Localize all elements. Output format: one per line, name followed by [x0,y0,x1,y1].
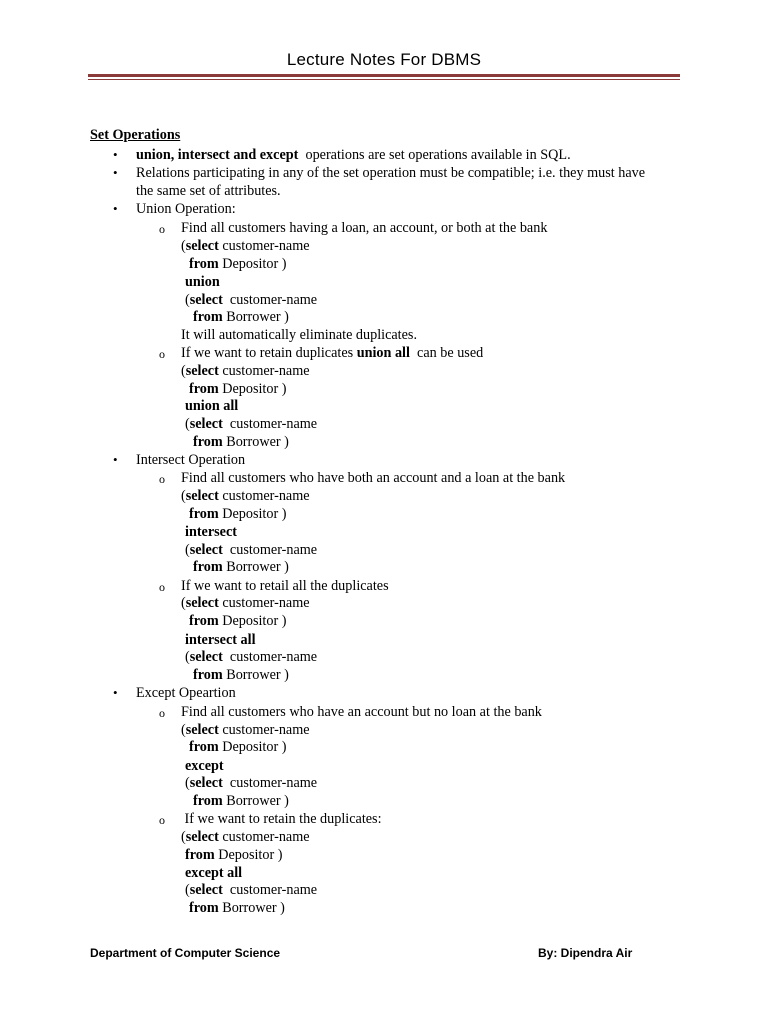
text-line [185,415,317,433]
text-line [185,541,317,559]
keyword-text: select [189,882,223,898]
body-text: customer-name [218,595,310,611]
text-line [181,721,310,739]
keyword-text: from [185,847,215,863]
body-text: Borrower ) [222,667,289,683]
body-text: Depositor ) [218,506,287,522]
keyword-text: from [189,900,219,916]
body-text: Depositor ) [218,256,287,272]
body-text: the same set of attributes. [136,183,281,199]
body-text: Depositor ) [218,613,287,629]
text-line [185,757,224,775]
text-line [181,487,310,505]
body-text: Except Opeartion [136,685,236,701]
body-text: customer-name [222,649,318,665]
text-line [181,219,547,237]
sub-bullet-marker: o [159,472,165,486]
body-text: ( [181,722,186,738]
text-line [181,362,310,380]
keyword-text: from [193,667,223,683]
keyword-text: from [193,309,223,325]
body-text: customer-name [222,542,318,558]
header-rule-thin [88,79,680,80]
keyword-text: intersect all [185,632,256,648]
keyword-text: from [193,434,223,450]
keyword-text: select [185,238,219,254]
text-line [181,469,565,487]
keyword-text: select [189,542,223,558]
bullet-marker: • [113,147,118,162]
body-text: customer-name [222,882,318,898]
text-line [185,631,256,649]
text-line [189,255,286,273]
keyword-text: select [189,416,223,432]
body-text: It will automatically eliminate duplicates. [181,327,417,343]
body-text: Find all customers having a loan, an account, or both at the bank [181,220,548,236]
text-line [185,881,317,899]
sub-bullet-marker: o [159,706,165,720]
text-line [193,792,289,810]
body-text: ( [185,882,190,898]
bullet-marker: • [113,452,118,467]
text-line [136,451,245,469]
keyword-text: select [189,649,223,665]
body-text: Intersect Operation [136,452,246,468]
text-line [189,612,286,630]
text-line [181,828,310,846]
body-text: Depositor ) [214,847,283,863]
bullet-marker: • [113,685,118,700]
body-text: ( [181,488,186,504]
body-text: customer-name [222,775,318,791]
keyword-text: from [193,559,223,575]
sub-bullet-marker: o [159,222,165,236]
body-text: operations are set operations available in SQL. [298,147,571,163]
keyword-text: select [189,292,223,308]
text-line [193,433,289,451]
keyword-text: union all [356,345,410,361]
body-text: Borrower ) [222,559,289,575]
text-line [185,846,282,864]
keyword-text: select [185,829,219,845]
keyword-text: select [185,595,219,611]
body-text: customer-name [222,292,318,308]
body-text: Find all customers who have an account but no loan at the bank [181,704,542,720]
body-text: Borrower ) [222,309,289,325]
body-text: ( [181,595,186,611]
text-line [185,291,317,309]
keyword-text: from [189,739,219,755]
sub-bullet-marker: o [159,813,165,827]
keyword-text: union, intersect and except [136,147,299,163]
text-line [136,684,236,702]
text-line [189,899,285,917]
sub-bullet-marker: o [159,347,165,361]
keyword-text: from [189,613,219,629]
text-line [193,666,289,684]
keyword-text: from [193,793,223,809]
section-heading: Set Operations [90,127,181,143]
keyword-text: from [189,506,219,522]
text-line [136,200,236,218]
body-text: ( [181,363,186,379]
body-text: If we want to retain duplicates [181,345,357,361]
body-text: can be used [409,345,484,361]
text-line [181,703,542,721]
body-text: customer-name [218,722,310,738]
body-text: ( [181,238,186,254]
text-line [181,326,417,344]
text-line [136,182,281,200]
body-text: Borrower ) [222,434,289,450]
body-text: ( [185,416,190,432]
body-text: customer-name [222,416,318,432]
body-text: ( [181,829,186,845]
text-line [185,273,220,291]
body-text: ( [185,775,190,791]
body-text: Borrower ) [222,793,289,809]
keyword-text: union [185,274,220,290]
keyword-text: select [189,775,223,791]
body-text: customer-name [218,488,310,504]
body-text: Borrower ) [218,900,285,916]
body-text: customer-name [218,829,310,845]
body-text: customer-name [218,238,310,254]
keyword-text: select [185,722,219,738]
text-line [185,397,238,415]
text-line [181,237,310,255]
body-text: ( [185,649,190,665]
body-text: If we want to retain the duplicates: [181,811,382,827]
text-line [181,344,483,362]
body-text: Depositor ) [218,739,287,755]
footer-author: By: Dipendra Air [538,946,633,960]
text-line [185,774,317,792]
text-line [185,648,317,666]
keyword-text: intersect [185,524,237,540]
keyword-text: union all [185,398,239,414]
text-line [185,864,242,882]
text-line [189,738,286,756]
body-text: Union Operation: [136,201,236,217]
keyword-text: select [185,363,219,379]
text-line [136,164,645,182]
body-text: ( [185,292,190,308]
body-text: customer-name [218,363,310,379]
footer-department: Department of Computer Science [90,946,281,960]
body-text: Relations participating in any of the set operation must be compatible; i.e. they must have [136,165,646,181]
sub-bullet-marker: o [159,580,165,594]
text-line [189,380,286,398]
text-line [181,810,382,828]
bullet-marker: • [113,201,118,216]
header-rule-thick [88,74,680,77]
page-title: Lecture Notes For DBMS [286,50,482,69]
text-line [193,308,289,326]
text-line [189,505,286,523]
body-text: Find all customers who have both an account and a loan at the bank [181,470,566,486]
text-line [181,577,389,595]
body-text: ( [185,542,190,558]
text-line [181,594,310,612]
keyword-text: except [185,758,224,774]
keyword-text: from [189,381,219,397]
bullet-marker: • [113,165,118,180]
body-text: Depositor ) [218,381,287,397]
keyword-text: from [189,256,219,272]
keyword-text: except all [185,865,243,881]
text-line [136,146,571,164]
keyword-text: select [185,488,219,504]
text-line [193,558,289,576]
text-line [185,523,237,541]
body-text: If we want to retail all the duplicates [181,578,389,594]
